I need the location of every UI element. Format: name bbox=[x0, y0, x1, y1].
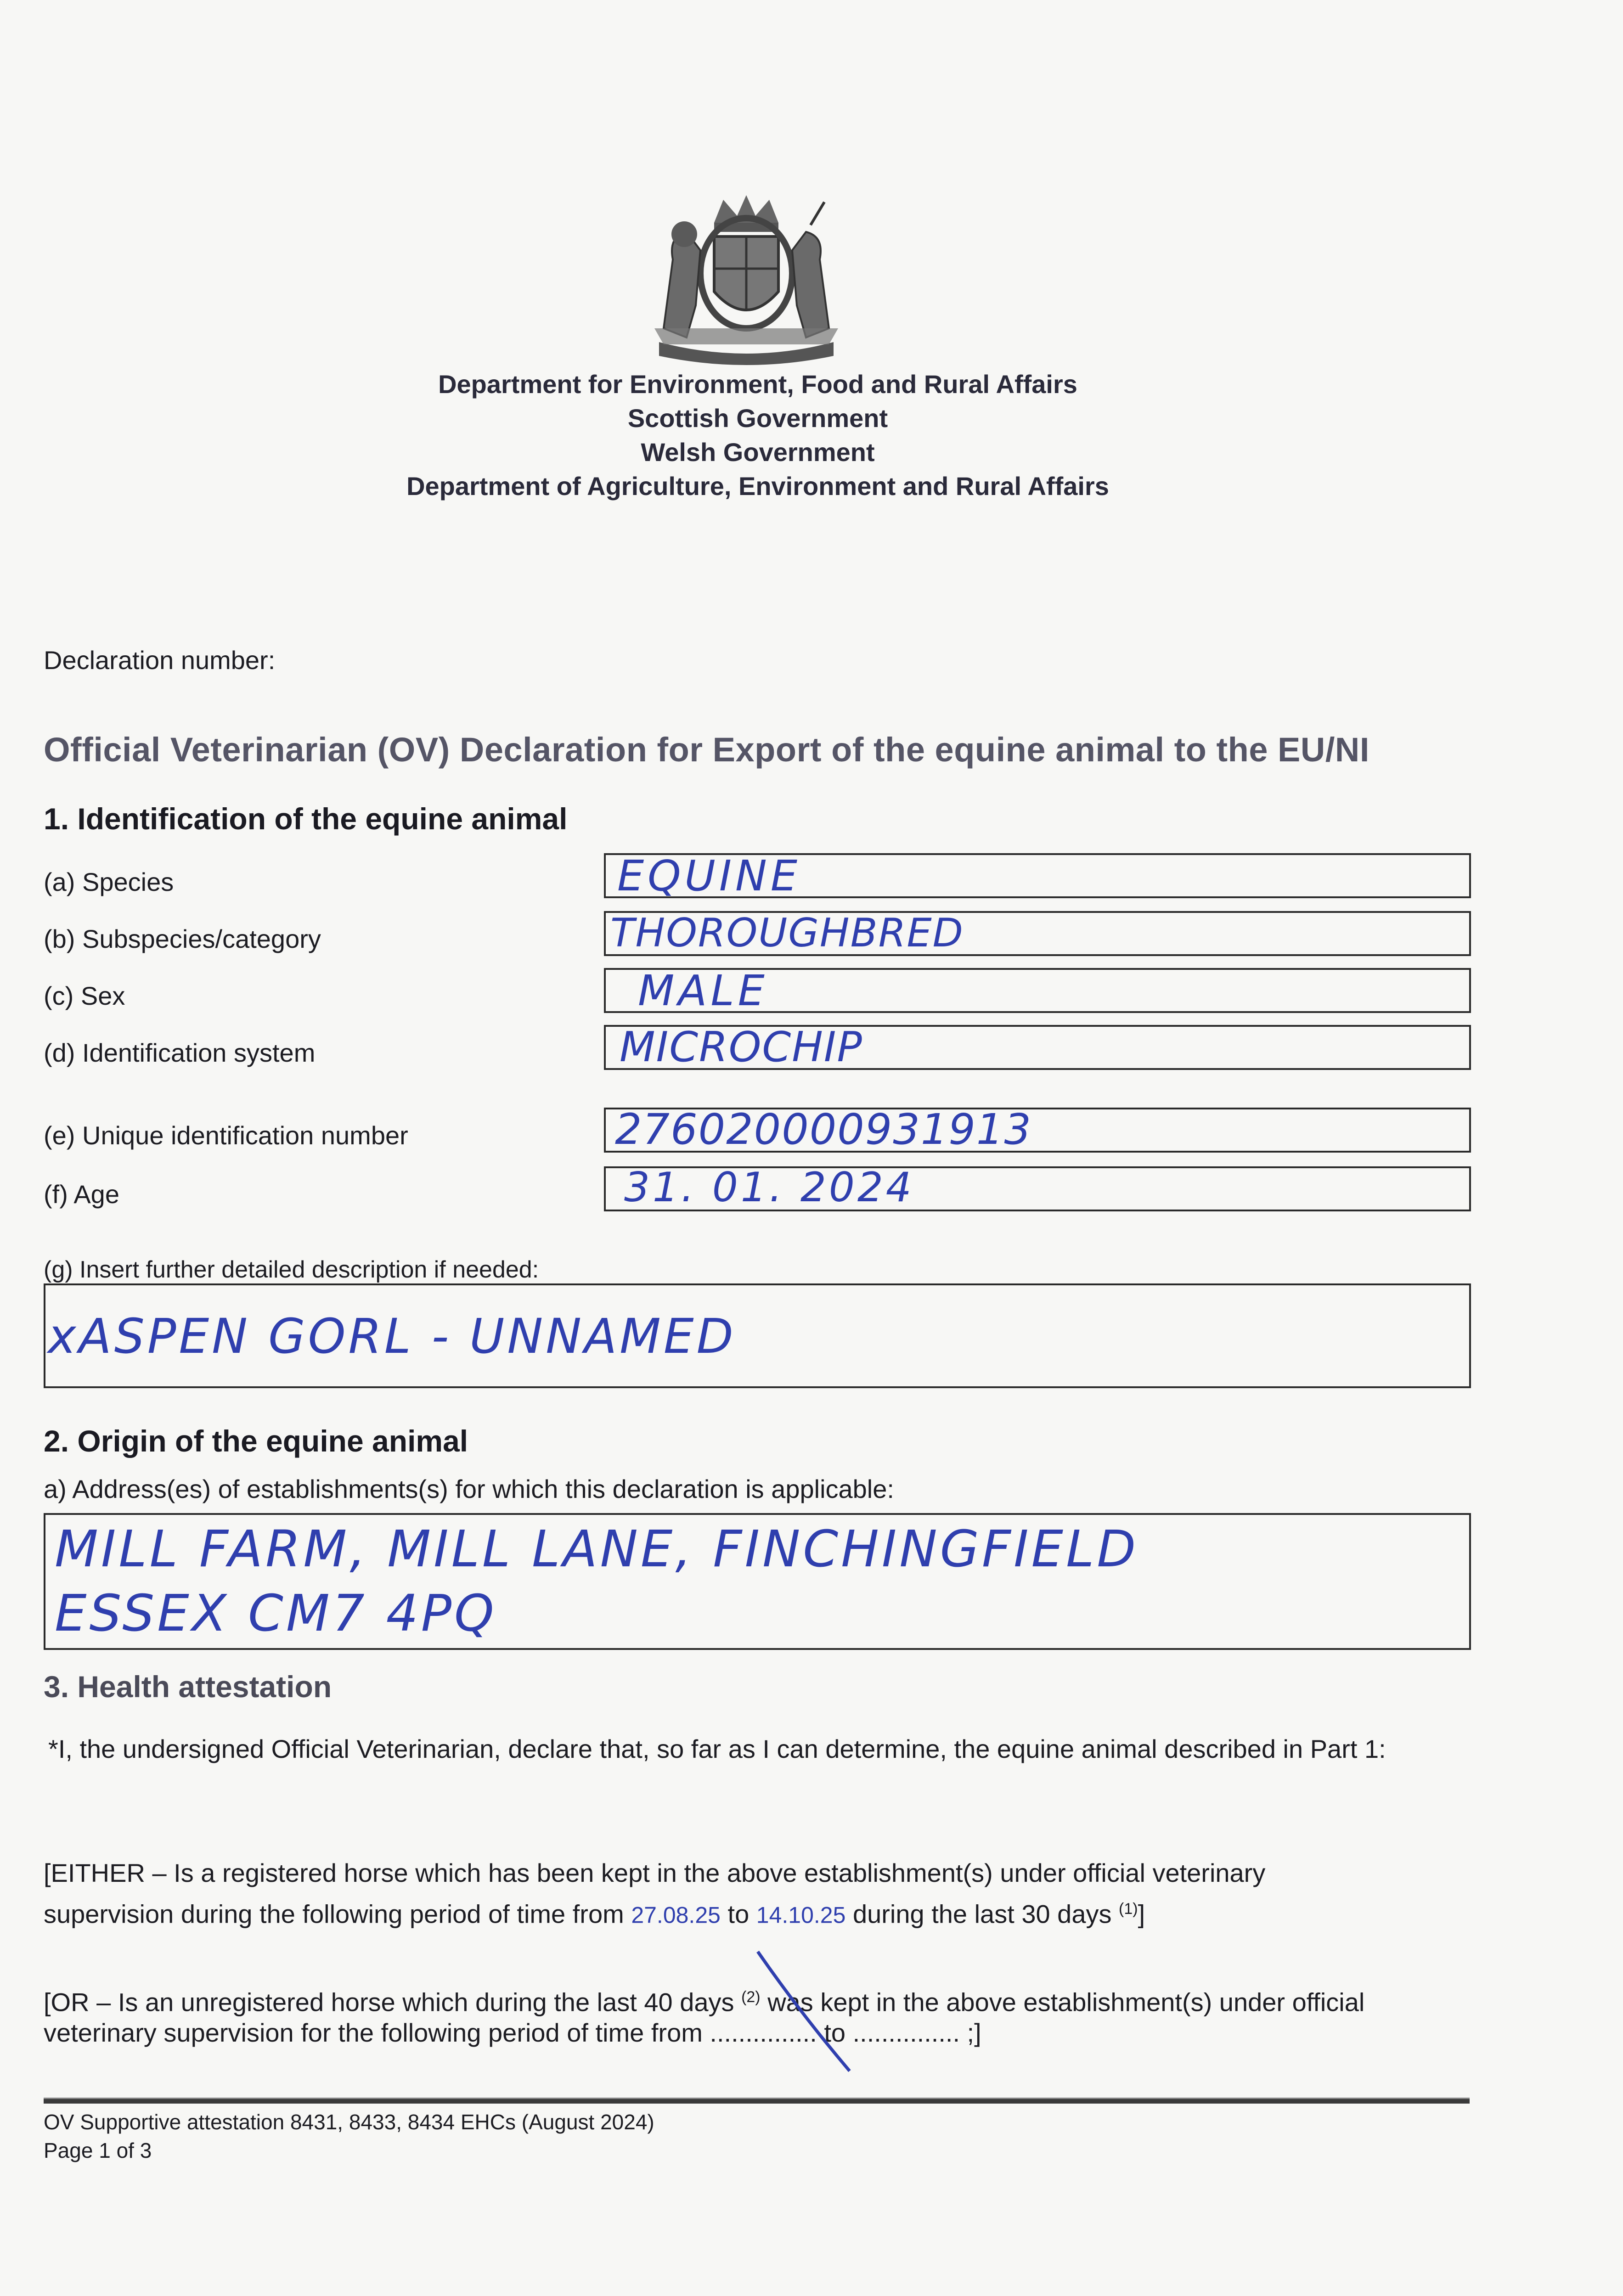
description-value: xASPEN GORL - UNNAMED bbox=[48, 1308, 736, 1364]
department-line: Scottish Government bbox=[627, 404, 888, 433]
section3-heading: 3. Health attestation bbox=[44, 1670, 332, 1704]
section1-heading: 1. Identification of the equine animal bbox=[44, 802, 568, 836]
field-label-sex: (c) Sex bbox=[44, 981, 125, 1010]
uid-field[interactable] bbox=[604, 1105, 1471, 1154]
declaration-number-label: Declaration number: bbox=[44, 646, 276, 675]
royal-coat-of-arms bbox=[645, 191, 847, 365]
department-line: Department of Agriculture, Environment and Rural Affairs bbox=[406, 472, 1109, 501]
address-line-2: ESSEX CM7 4PQ bbox=[55, 1584, 497, 1643]
either-text-post: during the last 30 days bbox=[852, 1899, 1112, 1929]
either-footnote-ref: (1) bbox=[1119, 1900, 1138, 1918]
either-line-1: [EITHER – Is a registered horse which has been kept in the above establishment(s) under official veterinary bbox=[44, 1858, 1266, 1887]
either-to-date: 14.10.25 bbox=[756, 1902, 846, 1928]
subspecies-value: THOROUGHBRED bbox=[610, 910, 964, 956]
species-value: EQUINE bbox=[617, 851, 801, 900]
identification-system-field[interactable] bbox=[604, 1025, 1471, 1070]
field-label-age: (f) Age bbox=[44, 1180, 119, 1209]
description-field[interactable] bbox=[44, 1283, 1471, 1388]
or-text-post: was kept in the above establishment(s) under official bbox=[767, 1987, 1365, 2017]
age-value: 31. 01. 2024 bbox=[624, 1164, 914, 1211]
uid-value: 276020000931913 bbox=[615, 1105, 1032, 1154]
either-text-pre: supervision during the following period of time from bbox=[44, 1899, 624, 1929]
either-line-2: supervision during the following period of time from 27.08.25 to 14.10.25 during the last 30 days $^{(1)}$] bbox=[44, 1899, 1145, 1929]
footer-rule bbox=[44, 2098, 1470, 2104]
or-text-pre: [OR – Is an unregistered horse which during the last 40 days bbox=[44, 1987, 734, 2017]
department-line: Welsh Government bbox=[641, 438, 875, 467]
attestation-intro: *I, the undersigned Official Veterinarian, declare that, so far as I can determine, the equine animal described in Part 1: bbox=[48, 1734, 1386, 1763]
field-label-identification-system: (d) Identification system bbox=[44, 1038, 316, 1067]
age-field[interactable] bbox=[604, 1166, 1471, 1211]
address-line-1: MILL FARM, MILL LANE, FINCHINGFIELD bbox=[55, 1519, 1139, 1578]
field-label-uid: (e) Unique identification number bbox=[44, 1121, 408, 1150]
department-line: Department for Environment, Food and Rural Affairs bbox=[438, 370, 1077, 399]
identification-system-value: MICROCHIP bbox=[620, 1023, 863, 1071]
or-line-1 bbox=[44, 1979, 1364, 2020]
description-label: (g) Insert further detailed description if needed: bbox=[44, 1256, 539, 1283]
either-from-date: 27.08.25 bbox=[631, 1902, 721, 1928]
or-footnote-ref: (2) bbox=[741, 1988, 761, 2006]
address-field[interactable] bbox=[44, 1513, 1471, 1650]
address-label: a) Address(es) of establishments(s) for which this declaration is applicable: bbox=[44, 1474, 894, 1503]
footer-reference: OV Supportive attestation 8431, 8433, 8434 EHCs (August 2024) bbox=[44, 2110, 654, 2134]
page-number: Page 1 of 3 bbox=[44, 2138, 152, 2162]
strike-through-mark bbox=[753, 1947, 854, 2076]
sex-field[interactable] bbox=[604, 968, 1471, 1013]
species-field[interactable] bbox=[604, 853, 1471, 898]
field-label-subspecies: (b) Subspecies/category bbox=[44, 924, 321, 953]
either-to-word: to bbox=[727, 1899, 750, 1929]
document-title: Official Veterinarian (OV) Declaration for Export of the equine animal to the EU/NI bbox=[44, 731, 1369, 769]
or-line-2: veterinary supervision for the following period of time from ............... to ............... ;] bbox=[44, 2018, 981, 2047]
subspecies-field[interactable] bbox=[604, 911, 1471, 956]
field-label-species: (a) Species bbox=[44, 867, 174, 896]
department-header bbox=[276, 367, 1240, 503]
section2-heading: 2. Origin of the equine animal bbox=[44, 1424, 468, 1458]
sex-value: MALE bbox=[638, 966, 768, 1015]
footer bbox=[44, 2108, 654, 2165]
